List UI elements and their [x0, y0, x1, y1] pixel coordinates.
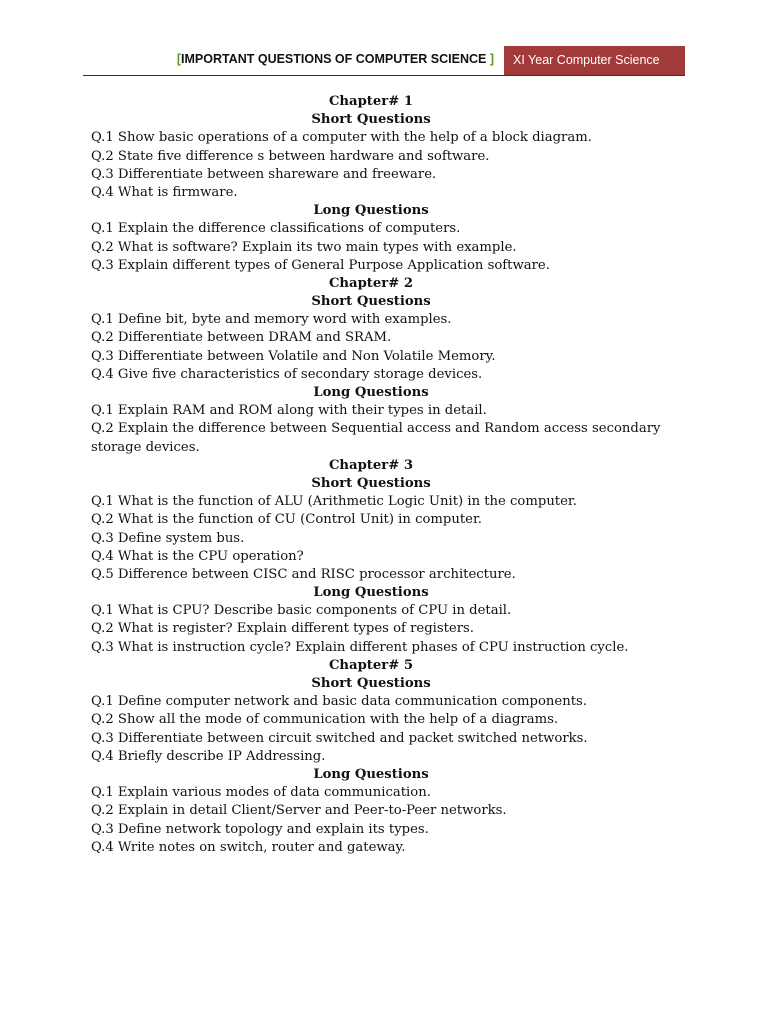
header-bracket-close: ] — [489, 52, 494, 66]
question-item: Q.3 Define system bus. — [91, 530, 245, 546]
question-item: Q.4 Write notes on switch, router and gateway. — [91, 839, 406, 855]
question-item: Q.2 What is register? Explain different types of registers. — [91, 621, 474, 637]
question-item: Q.1 Explain RAM and ROM along with their types in detail. — [91, 403, 487, 419]
question-item: Q.2 What is the function of CU (Control Unit) in computer. — [91, 512, 482, 528]
question-item: storage devices. — [91, 439, 200, 455]
question-item: Q.5 Difference between CISC and RISC processor architecture. — [91, 566, 516, 582]
section-heading: Long Questions — [313, 203, 429, 219]
question-item: Q.3 Differentiate between Volatile and Non Volatile Memory. — [91, 348, 496, 364]
section-heading: Chapter# 5 — [328, 657, 414, 673]
question-item: Q.1 What is CPU? Describe basic components of CPU in detail. — [91, 603, 512, 619]
question-item: Q.3 Differentiate between shareware and freeware. — [91, 166, 437, 182]
question-item: Q.2 What is software? Explain its two main types with example. — [91, 239, 517, 255]
section-heading: Long Questions — [313, 385, 429, 400]
header-badge: XI Year Computer Science — [504, 46, 685, 75]
question-item: Q.3 Define network topology and explain its types. — [91, 821, 429, 837]
header-bracket-open: [ — [176, 52, 181, 66]
question-item: Q.2 Explain the difference between Sequential access and Random access secondary — [91, 421, 661, 437]
question-item: Q.2 Explain in detail Client/Server and Peer-to-Peer networks. — [91, 803, 507, 819]
page-header — [83, 46, 685, 76]
question-item: Q.3 Explain different types of General Purpose Application software. — [91, 257, 550, 273]
section-heading: Chapter# 3 — [328, 457, 414, 473]
section-heading: Short Questions — [311, 676, 431, 691]
section-heading: Short Questions — [311, 475, 431, 491]
section-heading: Long Questions — [313, 766, 429, 782]
question-item: Q.1 Define computer network and basic data communication components. — [91, 694, 587, 710]
header-title: IMPORTANT QUESTIONS OF COMPUTER SCIENCE — [181, 52, 487, 66]
question-item: Q.3 Differentiate between circuit switched and packet switched networks. — [91, 730, 588, 746]
section-heading: Long Questions — [313, 585, 429, 601]
section-heading: Chapter# 2 — [328, 275, 414, 291]
question-item: Q.1 Define bit, byte and memory word with examples. — [91, 312, 452, 328]
section-heading: Chapter# 1 — [328, 94, 414, 109]
question-item: Q.4 What is firmware. — [91, 184, 238, 200]
section-heading: Short Questions — [311, 112, 431, 128]
question-item: Q.4 Briefly describe IP Addressing. — [91, 748, 326, 764]
question-item: Q.4 Give five characteristics of secondary storage devices. — [91, 366, 483, 382]
question-list — [91, 93, 661, 857]
question-item: Q.2 Differentiate between DRAM and SRAM. — [91, 330, 392, 346]
header-title-block — [177, 52, 494, 66]
question-item: Q.1 Show basic operations of a computer with the help of a block diagram. — [91, 130, 592, 146]
question-item: Q.2 State five difference s between hardware and software. — [91, 148, 490, 164]
question-item: Q.1 What is the function of ALU (Arithmetic Logic Unit) in the computer. — [91, 494, 577, 510]
question-item: Q.4 What is the CPU operation? — [91, 548, 304, 564]
section-heading: Short Questions — [311, 294, 431, 310]
question-item: Q.1 Explain the difference classifications of computers. — [91, 221, 461, 237]
question-item: Q.3 What is instruction cycle? Explain different phases of CPU instruction cycle. — [91, 639, 629, 655]
question-item: Q.2 Show all the mode of communication with the help of a diagrams. — [91, 712, 559, 728]
question-item: Q.1 Explain various modes of data communication. — [91, 785, 431, 801]
